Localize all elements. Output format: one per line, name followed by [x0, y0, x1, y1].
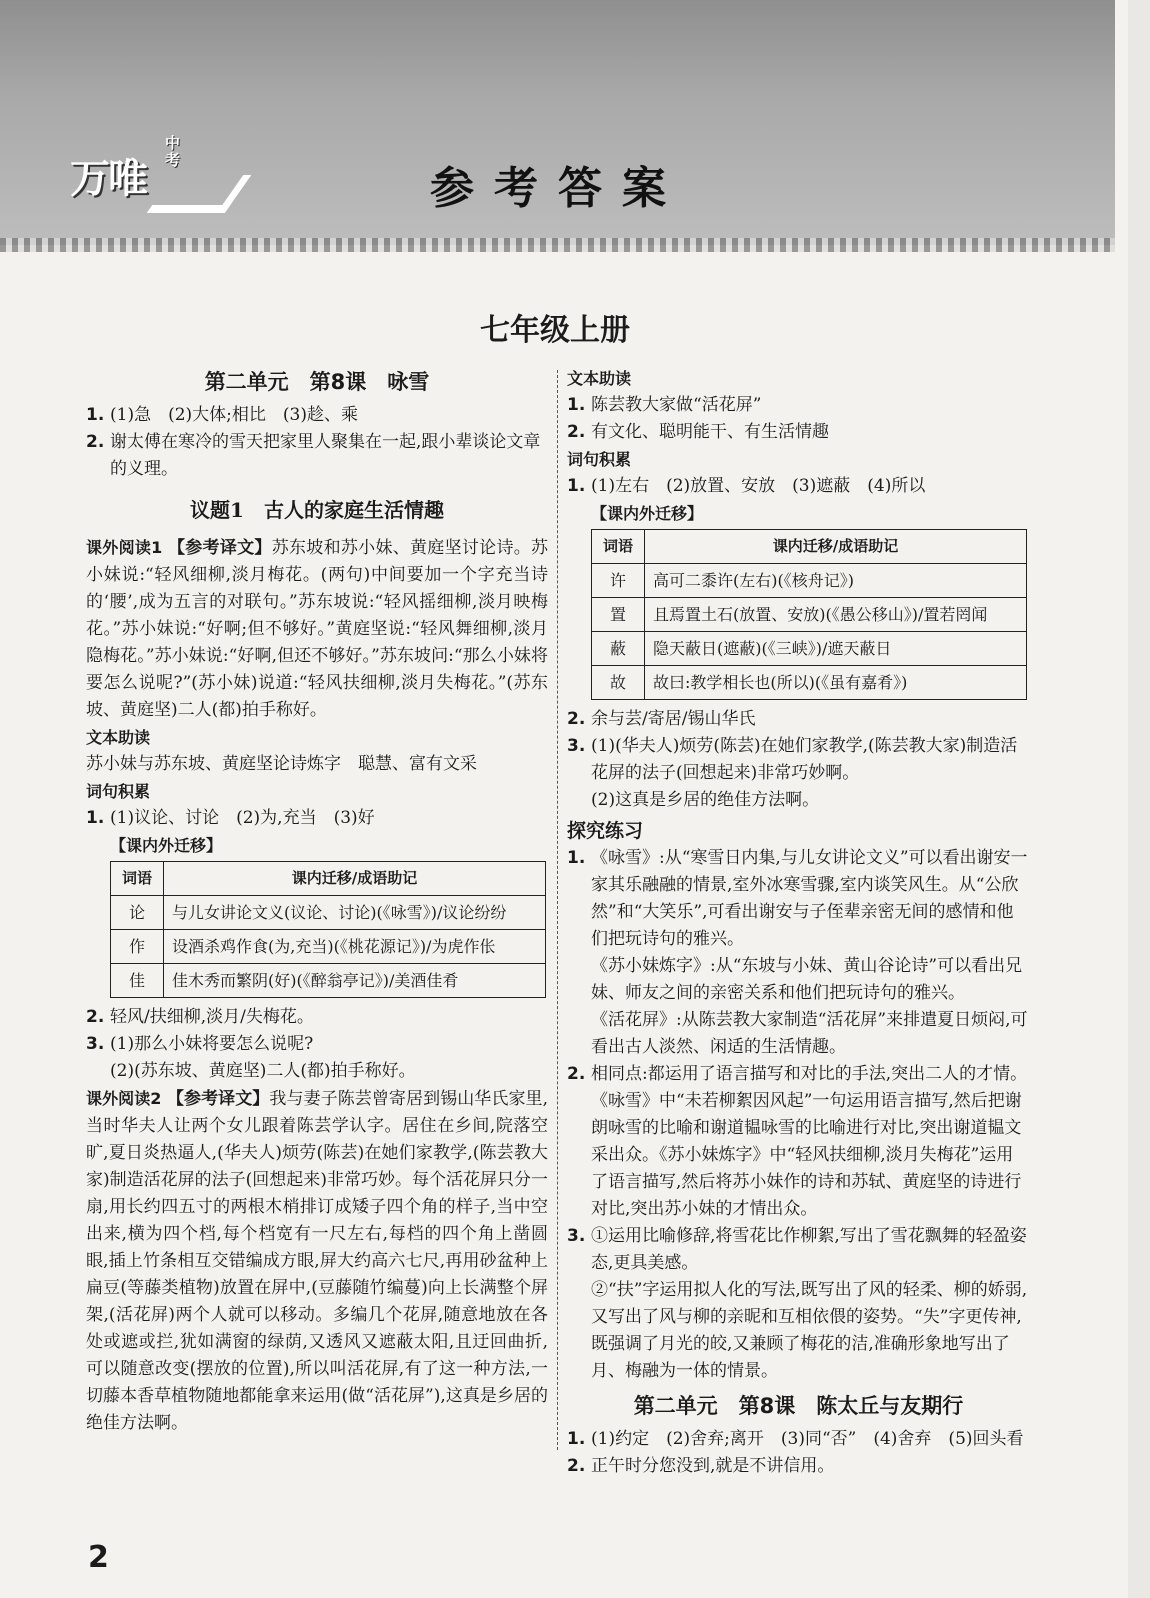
explore-item: [567, 845, 1030, 953]
table-cell-note: 高可二黍许(左右)(《核舟记》): [645, 564, 1027, 598]
reading-2: [86, 1085, 548, 1437]
reading-label: 课外阅读1: [86, 538, 163, 557]
table-cell-note: 与儿女讲论文义(议论、讨论)(《咏雪》)/议论纷纷: [164, 896, 546, 930]
text-help: 苏小妹与苏东坡、黄庭坚论诗炼字 聪慧、富有文采: [86, 754, 477, 774]
item-text: 余与芸/寄居/锡山华氏: [591, 709, 756, 729]
table-cell-word: 作: [111, 930, 164, 964]
item-text: 轻风/扶细柳,淡月/失梅花。: [110, 1007, 314, 1027]
vocab-item: [86, 805, 548, 832]
page-title: 参考答案: [430, 163, 686, 214]
item-number: 2.: [86, 1007, 105, 1027]
table-header-cell: 词语: [592, 530, 645, 564]
migrate-label: 【课内外迁移】: [110, 836, 223, 855]
reading-text: 苏东坡和苏小妹、黄庭坚讨论诗。苏小妹说:“轻风细柳,淡月梅花。(两句)中间要加一个字充当诗的‘腰’,成为五言的对联句。”苏东坡说:“轻风摇细柳,淡月映梅花。”苏小妹说:“好啊;但不够好。”黄庭坚说:“轻风舞细柳,淡月隐梅花。”苏小妹说:“好啊,但还不够好。”苏东坡问:“那么小妹将要怎么说呢?”(苏小妹)说道:“轻风扶细柳,淡月失梅花。”(苏东坡、黄庭坚)二人(都)拍手称好。: [86, 538, 549, 720]
vocab-table: [591, 529, 1027, 700]
table-header-cell: 词语: [111, 862, 164, 896]
item-text: ①运用比喻修辞,将雪花比作柳絮,写出了雪花飘舞的轻盈姿态,更具美感。: [591, 1226, 1027, 1273]
table-cell-note: 隐天蔽日(遮蔽)(《三峡》)/遮天蔽日: [645, 632, 1027, 666]
left-column: [86, 365, 548, 1437]
item-number: 1.: [567, 848, 586, 868]
item-number: 2.: [567, 422, 586, 442]
section-label: 探究练习: [567, 820, 644, 842]
table-cell-note: 且焉置土石(放置、安放)(《愚公移山》)/置若罔闻: [645, 598, 1027, 632]
vocab-item: [567, 473, 1030, 500]
item-number: 2.: [567, 709, 586, 729]
section-label: 词句积累: [86, 782, 151, 801]
table-header-cell: 课内迁移/成语助记: [645, 530, 1027, 564]
grade-title: 七年级上册: [480, 313, 630, 348]
vocab-item: [86, 1031, 548, 1058]
vocab-subitem: (2)(苏东坡、黄庭坚)二人(都)拍手称好。: [110, 1061, 416, 1081]
explore-item: [567, 1223, 1030, 1277]
table-cell-word: 置: [592, 598, 645, 632]
item-text: 《咏雪》:从“寒雪日内集,与儿女讲论文义”可以看出谢安一家其乐融融的情景,室外冰寒雪骤,室内谈笑风生。从“公欣然”和“大笑乐”,可看出谢安与子侄辈亲密无间的感情和他们把玩诗句的雅兴。: [591, 848, 1028, 949]
item-number: 3.: [567, 736, 586, 756]
explore-subitem: 《苏小妹炼字》:从“东坡与小妹、黄山谷论诗”可以看出兄妹、师友之间的亲密关系和他们把玩诗句的雅兴。: [591, 956, 1023, 1003]
lesson-heading: 第二单元 第8课 陈太丘与友期行: [633, 1394, 964, 1418]
item-text: (1)约定 (2)舍弃;离开 (3)同“否” (4)舍弃 (5)回头看: [591, 1429, 1024, 1449]
table-cell-word: 故: [592, 666, 645, 700]
table-cell-note: 设酒杀鸡作食(为,充当)(《桃花源记》)/为虎作伥: [164, 930, 546, 964]
table-cell-word: 论: [111, 896, 164, 930]
lesson-heading: 第二单元 第8课 咏雪: [204, 370, 430, 394]
reading-text: 我与妻子陈芸曾寄居到锡山华氏家里,当时华夫人让两个女儿跟着陈芸学认字。居住在乡间,院落空旷,夏日炎热逼人,(华夫人)烦劳(陈芸)在她们家教学,(陈芸教大家)制造活花屏的法子(回想起来)非常巧妙。每个活花屏只分一扇,用长约四五寸的两根木梢排订成矮子四个角的样子,当中空出来,横为四个档,每个档宽有一尺左右,每档的四个角上凿圆眼,插上竹条相互交错编成方眼,屏大约高六七尺,再用砂盆种上扁豆(等藤类植物)放置在屏中,(豆藤随竹编蔓)向上长满整个屏架,(活花屏)两个人就可以移动。多编几个花屏,随意地放在各处或遮或拦,犹如满窗的绿荫,又透风又遮蔽太阳,且迂回曲折,可以随意改变(摆放的位置),所以叫活花屏,有了这一种方法,一切藤本香草植物随地都能拿来运用(做“活花屏”),这真是乡居的绝佳方法啊。: [86, 1089, 549, 1433]
section-label: 文本助读: [86, 728, 151, 747]
check-mark-icon: [147, 175, 252, 213]
logo-main-text: 万唯: [70, 156, 146, 202]
answer-item: [567, 1426, 1030, 1453]
item-number: 1.: [567, 1429, 586, 1449]
header-banner: [0, 0, 1115, 245]
text-help-item: [567, 419, 1030, 446]
item-text: 有文化、聪明能干、有生活情趣: [591, 422, 829, 442]
answer-item: [86, 402, 548, 429]
table-cell-word: 佳: [111, 964, 164, 998]
item-text: (1)急 (2)大体;相比 (3)趁、乘: [110, 405, 358, 425]
table-cell-word: 许: [592, 564, 645, 598]
item-number: 3.: [86, 1034, 105, 1054]
item-number: 1.: [567, 476, 586, 496]
reading-1: [86, 534, 548, 724]
explore-subitem: ②“扶”字运用拟人化的写法,既写出了风的轻柔、柳的娇弱,又写出了风与柳的亲昵和互相依偎的姿势。“失”字更传神,既强调了月光的皎,又兼顾了梅花的洁,准确形象地写出了月、梅融为一体的情景。: [591, 1280, 1028, 1381]
item-number: 2.: [86, 432, 105, 452]
logo-sub-text: 中考: [165, 134, 181, 169]
section-label: 文本助读: [567, 369, 632, 388]
answer-item: [567, 1453, 1030, 1480]
section-label: 词句积累: [567, 450, 632, 469]
right-column: [567, 365, 1030, 1480]
item-number: 3.: [567, 1226, 586, 1246]
item-text: 相同点:都运用了语言描写和对比的手法,突出二人的才情。《咏雪》中“未若柳絮因风起”一句运用语言描写,然后把谢朗咏雪的比喻和谢道韫咏雪的比喻进行对比,突出谢道韫文采出众。《苏小妹炼字》中“轻风扶细柳,淡月失梅花”运用了语言描写,然后将苏小妹作的诗和苏轼、黄庭坚的诗进行对比,突出苏小妹的才情出众。: [591, 1064, 1028, 1219]
table-cell-word: 蔽: [592, 632, 645, 666]
table-header-cell: 课内迁移/成语助记: [164, 862, 546, 896]
topic-heading: 议题1 古人的家庭生活情趣: [190, 498, 444, 522]
reading-label: 课外阅读2: [86, 1089, 162, 1108]
vocab-item: [567, 733, 1030, 787]
table-row: [111, 964, 546, 998]
table-header-row: [592, 530, 1027, 564]
item-text: (1)那么小妹将要怎么说呢?: [110, 1034, 314, 1054]
item-number: 1.: [86, 405, 105, 425]
table-row: [592, 564, 1027, 598]
table-cell-note: 故曰:教学相长也(所以)(《虽有嘉肴》): [645, 666, 1027, 700]
vocab-table: [110, 861, 546, 998]
item-text: (1)左右 (2)放置、安放 (3)遮蔽 (4)所以: [591, 476, 926, 496]
table-row: [111, 896, 546, 930]
page-number: 2: [88, 1540, 109, 1575]
table-row: [111, 930, 546, 964]
item-text: (1)议论、讨论 (2)为,充当 (3)好: [110, 808, 375, 828]
item-number: 2.: [567, 1456, 586, 1476]
table-row: [592, 598, 1027, 632]
item-number: 2.: [567, 1064, 586, 1084]
table-row: [592, 632, 1027, 666]
column-divider: [557, 370, 558, 1450]
explore-subitem: 《活花屏》:从陈芸教大家制造“活花屏”来排遣夏日烦闷,可看出古人淡然、闲适的生活情趣。: [591, 1010, 1028, 1057]
text-help-item: [567, 392, 1030, 419]
explore-item: [567, 1061, 1030, 1223]
item-number: 1.: [86, 808, 105, 828]
item-text: (1)(华夫人)烦劳(陈芸)在她们家教学,(陈芸教大家)制造活花屏的法子(回想起来)非常巧妙啊。: [591, 736, 1018, 783]
decorative-border: [0, 238, 1115, 252]
reading-tag: 【参考译文】: [166, 1089, 270, 1109]
table-row: [592, 666, 1027, 700]
item-text: 谢太傅在寒冷的雪天把家里人聚集在一起,跟小辈谈论文章的义理。: [110, 432, 541, 479]
reading-tag: 【参考译文】: [167, 538, 272, 558]
table-header-row: [111, 862, 546, 896]
brand-logo: [70, 135, 220, 205]
vocab-subitem: (2)这真是乡居的绝佳方法啊。: [591, 790, 820, 810]
item-text: 正午时分您没到,就是不讲信用。: [591, 1456, 835, 1476]
table-cell-note: 佳木秀而繁阴(好)(《醉翁亭记》)/美酒佳肴: [164, 964, 546, 998]
item-number: 1.: [567, 395, 586, 415]
vocab-item: [86, 1004, 548, 1031]
item-text: 陈芸教大家做“活花屏”: [591, 395, 762, 415]
vocab-item: [567, 706, 1030, 733]
answer-item: [86, 429, 548, 483]
migrate-label: 【课内外迁移】: [591, 504, 704, 523]
